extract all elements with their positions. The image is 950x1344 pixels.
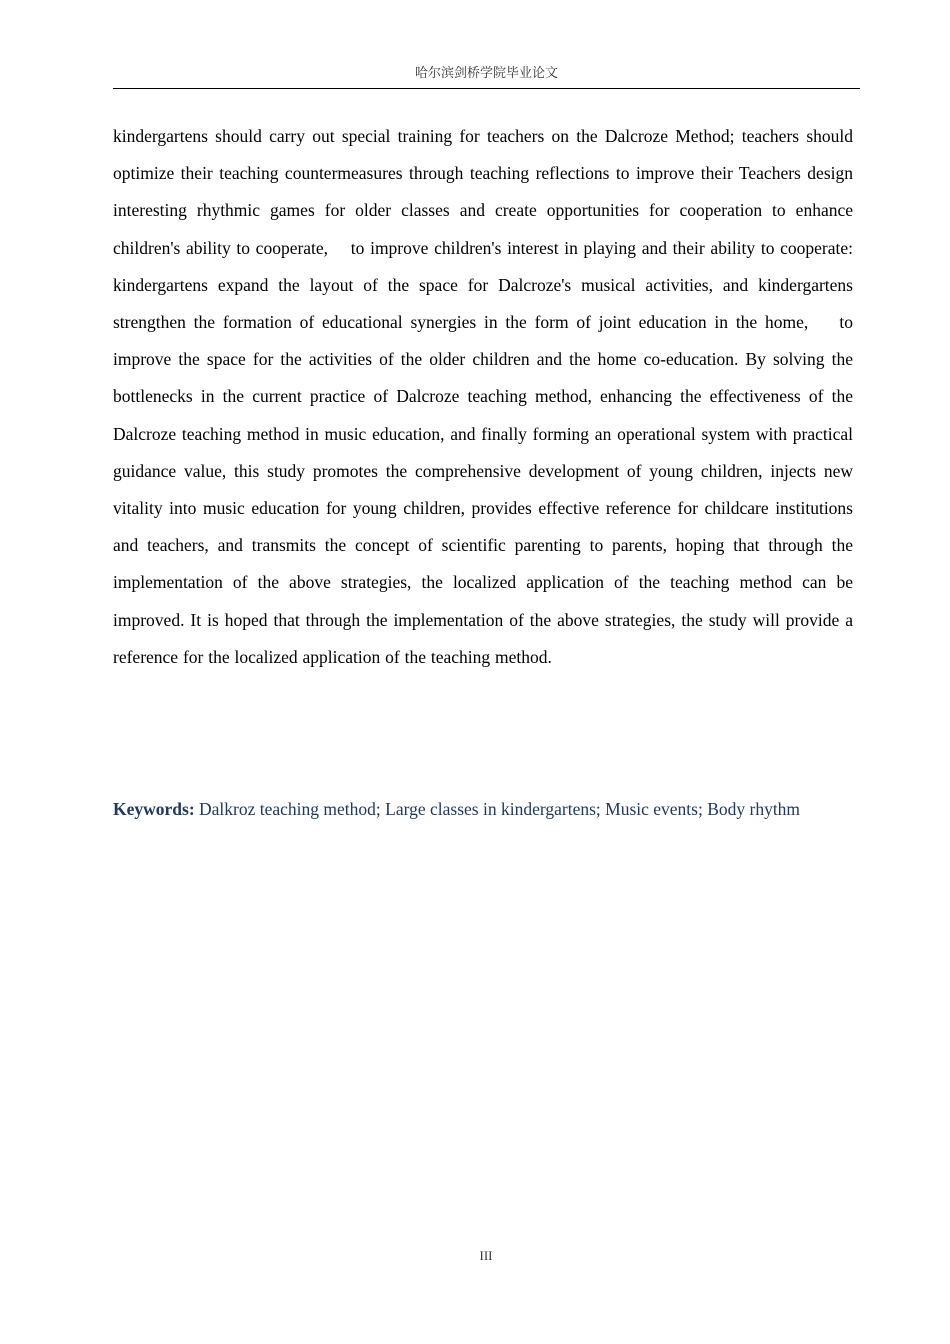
header-title: 哈尔滨剑桥学院毕业论文	[414, 66, 558, 81]
keywords-label: Keywords:	[113, 799, 195, 819]
abstract-text: kindergartens should carry out special training for teachers on the Dalcroze Method; teachers should optimize their teaching countermeasures through teaching reflections to improve their Teachers design interesting rhythmic games for older classes and create opportunities for cooperation to enhance children's ability to cooperate, to improve children's interest in playing and their ability to cooperate: kindergartens expand the layout of the space for Dalcroze's musical activities, and kindergartens strengthen the formation of educational synergies in the form of joint education in the home, to improve the space for the activities of the older children and the home co-education. By solving the bottlenecks in the current practice of Dalcroze teaching method, enhancing the effectiveness of the Dalcroze teaching method in music education, and finally forming an operational system with practical guidance value, this study promotes the comprehensive development of young children, injects new vitality into music education for young children, provides effective reference for childcare institutions and teachers, and transmits the concept of scientific parenting to parents, hoping that through the implementation of the above strategies, the localized application of the teaching method can be improved. It is hoped that through the implementation of the above strategies, the study will provide a reference for the localized application of the teaching method.	[113, 126, 853, 667]
keywords-section	[113, 792, 850, 827]
page-number: III	[479, 1248, 493, 1263]
keywords-text: Dalkroz teaching method; Large classes in kindergartens; Music events; Body rhythm	[199, 799, 801, 819]
abstract-paragraph	[113, 118, 853, 676]
page-header	[113, 60, 860, 89]
